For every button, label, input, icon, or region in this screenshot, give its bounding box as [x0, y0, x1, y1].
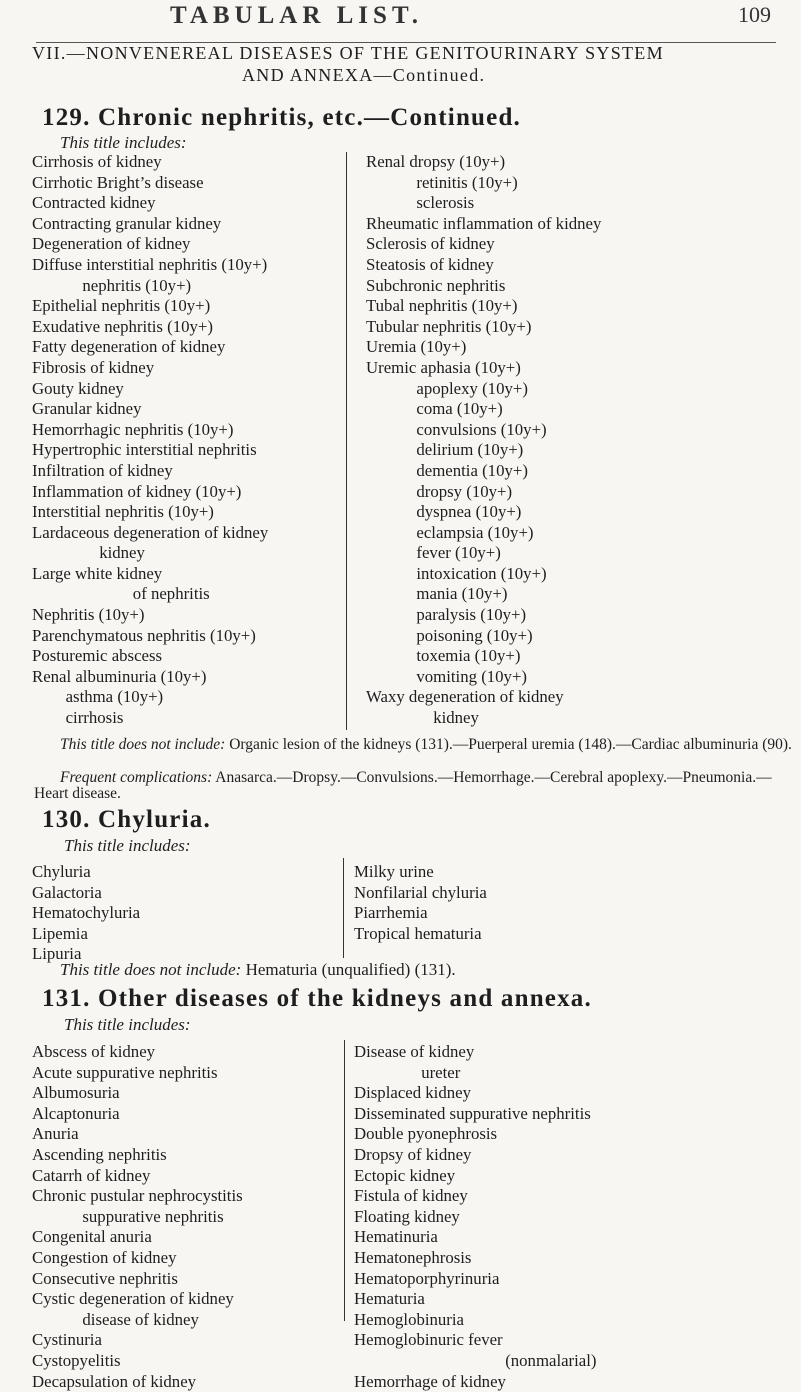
list-item: Interstitial nephritis (10y+) [32, 502, 268, 523]
list-item: Uremic aphasia (10y+) [366, 358, 601, 379]
list-item: Piarrhemia [354, 903, 487, 924]
list-item: Epithelial nephritis (10y+) [32, 296, 268, 317]
list-item: Uremia (10y+) [366, 337, 601, 358]
section-130-excludes [60, 960, 456, 980]
section-130-column-rule [343, 858, 344, 958]
list-item: Nephritis (10y+) [32, 605, 268, 626]
list-item: Parenchymatous nephritis (10y+) [32, 626, 268, 647]
list-item: Cirrhotic Bright’s disease [32, 173, 268, 194]
list-item: poisoning (10y+) [366, 626, 601, 647]
section-129-excludes [34, 737, 794, 753]
list-item: Tubal nephritis (10y+) [366, 296, 601, 317]
list-item: Double pyonephrosis [354, 1124, 597, 1145]
list-item: Alcaptonuria [32, 1104, 243, 1125]
list-item: Rheumatic inflammation of kidney [366, 214, 601, 235]
list-item: Albumosuria [32, 1083, 243, 1104]
list-item: Chronic pustular nephrocystitis [32, 1186, 243, 1207]
section-130-excludes-label: This title does not include: [60, 960, 241, 979]
list-item: Lipuria [32, 944, 140, 965]
list-item: (nonmalarial) [354, 1351, 597, 1372]
section-130-includes-label: This title includes: [64, 836, 191, 856]
list-item: dyspnea (10y+) [366, 502, 601, 523]
list-item: Anuria [32, 1124, 243, 1145]
list-item: Tubular nephritis (10y+) [366, 317, 601, 338]
list-item: Displaced kidney [354, 1083, 597, 1104]
list-item: delirium (10y+) [366, 440, 601, 461]
list-item: vomiting (10y+) [366, 667, 601, 688]
list-item: Infiltration of kidney [32, 461, 268, 482]
list-item: Contracted kidney [32, 193, 268, 214]
list-item: Consecutive nephritis [32, 1269, 243, 1290]
list-item: Abscess of kidney [32, 1042, 243, 1063]
list-item: kidney [32, 543, 268, 564]
list-item: Hemoglobinuria [354, 1310, 597, 1331]
chapter-heading-line-1: VII.—NONVENEREAL DISEASES OF THE GENITOURINARY SYSTEM [32, 42, 792, 64]
list-item: Cirrhosis of kidney [32, 152, 268, 173]
section-130-title: 130. Chyluria. [42, 806, 211, 834]
list-item: Dropsy of kidney [354, 1145, 597, 1166]
section-129-complications-label: Frequent complications: [60, 769, 212, 786]
list-item: Fistula of kidney [354, 1186, 597, 1207]
list-item: Fibrosis of kidney [32, 358, 268, 379]
list-item: Sclerosis of kidney [366, 234, 601, 255]
running-head: TABULAR LIST. [170, 2, 423, 30]
list-item: Galactoria [32, 883, 140, 904]
list-item: Floating kidney [354, 1207, 597, 1228]
list-item: Congestion of kidney [32, 1248, 243, 1269]
list-item: Gouty kidney [32, 379, 268, 400]
list-item: intoxication (10y+) [366, 564, 601, 585]
list-item: Disseminated suppurative nephritis [354, 1104, 597, 1125]
list-item: ureter [354, 1063, 597, 1084]
list-item: Hematochyluria [32, 903, 140, 924]
list-item: Cystic degeneration of kidney [32, 1289, 243, 1310]
section-131-left-list [32, 1042, 243, 1392]
section-131-column-rule [344, 1040, 345, 1321]
list-item: retinitis (10y+) [366, 173, 601, 194]
list-item: Hemoglobinuric fever [354, 1330, 597, 1351]
section-130-right-list [354, 862, 487, 944]
list-item: Acute suppurative nephritis [32, 1063, 243, 1084]
page-number: 109 [738, 2, 771, 28]
list-item: Hypertrophic interstitial nephritis [32, 440, 268, 461]
list-item: suppurative nephritis [32, 1207, 243, 1228]
list-item: Contracting granular kidney [32, 214, 268, 235]
list-item: Nonfilarial chyluria [354, 883, 487, 904]
list-item: mania (10y+) [366, 584, 601, 605]
section-130-excludes-text: Hematuria (unqualified) (131). [246, 960, 456, 979]
list-item: Tropical hematuria [354, 924, 487, 945]
list-item: fever (10y+) [366, 543, 601, 564]
list-item: Renal albuminuria (10y+) [32, 667, 268, 688]
section-131-includes-label: This title includes: [64, 1015, 191, 1035]
list-item: kidney [366, 708, 601, 729]
list-item: Waxy degeneration of kidney [366, 687, 601, 708]
list-item: Fatty degeneration of kidney [32, 337, 268, 358]
list-item: sclerosis [366, 193, 601, 214]
list-item: toxemia (10y+) [366, 646, 601, 667]
section-129-excludes-label: This title does not include: [60, 736, 225, 753]
list-item: Ascending nephritis [32, 1145, 243, 1166]
list-item: Renal dropsy (10y+) [366, 152, 601, 173]
list-item: Granular kidney [32, 399, 268, 420]
list-item: Hematuria [354, 1289, 597, 1310]
list-item: of nephritis [32, 584, 268, 605]
list-item: Milky urine [354, 862, 487, 883]
section-130-left-list [32, 862, 140, 965]
list-item: convulsions (10y+) [366, 420, 601, 441]
list-item: apoplexy (10y+) [366, 379, 601, 400]
section-129-column-rule [346, 152, 347, 730]
list-item: Catarrh of kidney [32, 1166, 243, 1187]
list-item: eclampsia (10y+) [366, 523, 601, 544]
list-item: Hematoporphyrinuria [354, 1269, 597, 1290]
section-131-title: 131. Other diseases of the kidneys and annexa. [42, 985, 592, 1013]
list-item: Ectopic kidney [354, 1166, 597, 1187]
list-item: Lardaceous degeneration of kidney [32, 523, 268, 544]
list-item: Large white kidney [32, 564, 268, 585]
list-item: Hematonephrosis [354, 1248, 597, 1269]
list-item: Cystinuria [32, 1330, 243, 1351]
list-item: Decapsulation of kidney [32, 1372, 243, 1392]
section-129-complications [34, 770, 794, 802]
section-129-includes-label: This title includes: [60, 133, 187, 153]
list-item: Lipemia [32, 924, 140, 945]
list-item: Congenital anuria [32, 1227, 243, 1248]
list-item: Posturemic abscess [32, 646, 268, 667]
list-item: cirrhosis [32, 708, 268, 729]
list-item: Degeneration of kidney [32, 234, 268, 255]
list-item: Steatosis of kidney [366, 255, 601, 276]
list-item: Diffuse interstitial nephritis (10y+) [32, 255, 268, 276]
list-item: Cystopyelitis [32, 1351, 243, 1372]
chapter-heading-line-2: AND ANNEXA—Continued. [32, 64, 792, 86]
list-item: Hemorrhage of kidney [354, 1372, 597, 1392]
list-item: dropsy (10y+) [366, 482, 601, 503]
section-129-complications-text: Anasarca.—Dropsy.—Convulsions.—Hemorrhage.—Cerebral apoplexy.—Pneumonia.—Heart disease. [34, 769, 772, 802]
list-item: coma (10y+) [366, 399, 601, 420]
section-129-excludes-text: Organic lesion of the kidneys (131).—Puerperal uremia (148).—Cardiac albuminuria (90). [229, 736, 792, 753]
list-item: asthma (10y+) [32, 687, 268, 708]
list-item: Inflammation of kidney (10y+) [32, 482, 268, 503]
list-item: disease of kidney [32, 1310, 243, 1331]
list-item: Hematinuria [354, 1227, 597, 1248]
list-item: Hemorrhagic nephritis (10y+) [32, 420, 268, 441]
list-item: nephritis (10y+) [32, 276, 268, 297]
chapter-heading [32, 42, 792, 86]
section-129-title: 129. Chronic nephritis, etc.—Continued. [42, 104, 521, 132]
list-item: Chyluria [32, 862, 140, 883]
list-item: Disease of kidney [354, 1042, 597, 1063]
list-item: Exudative nephritis (10y+) [32, 317, 268, 338]
list-item: Subchronic nephritis [366, 276, 601, 297]
section-129-left-list [32, 152, 268, 729]
section-129-right-list [366, 152, 601, 729]
list-item: dementia (10y+) [366, 461, 601, 482]
list-item: paralysis (10y+) [366, 605, 601, 626]
section-131-right-list [354, 1042, 597, 1392]
